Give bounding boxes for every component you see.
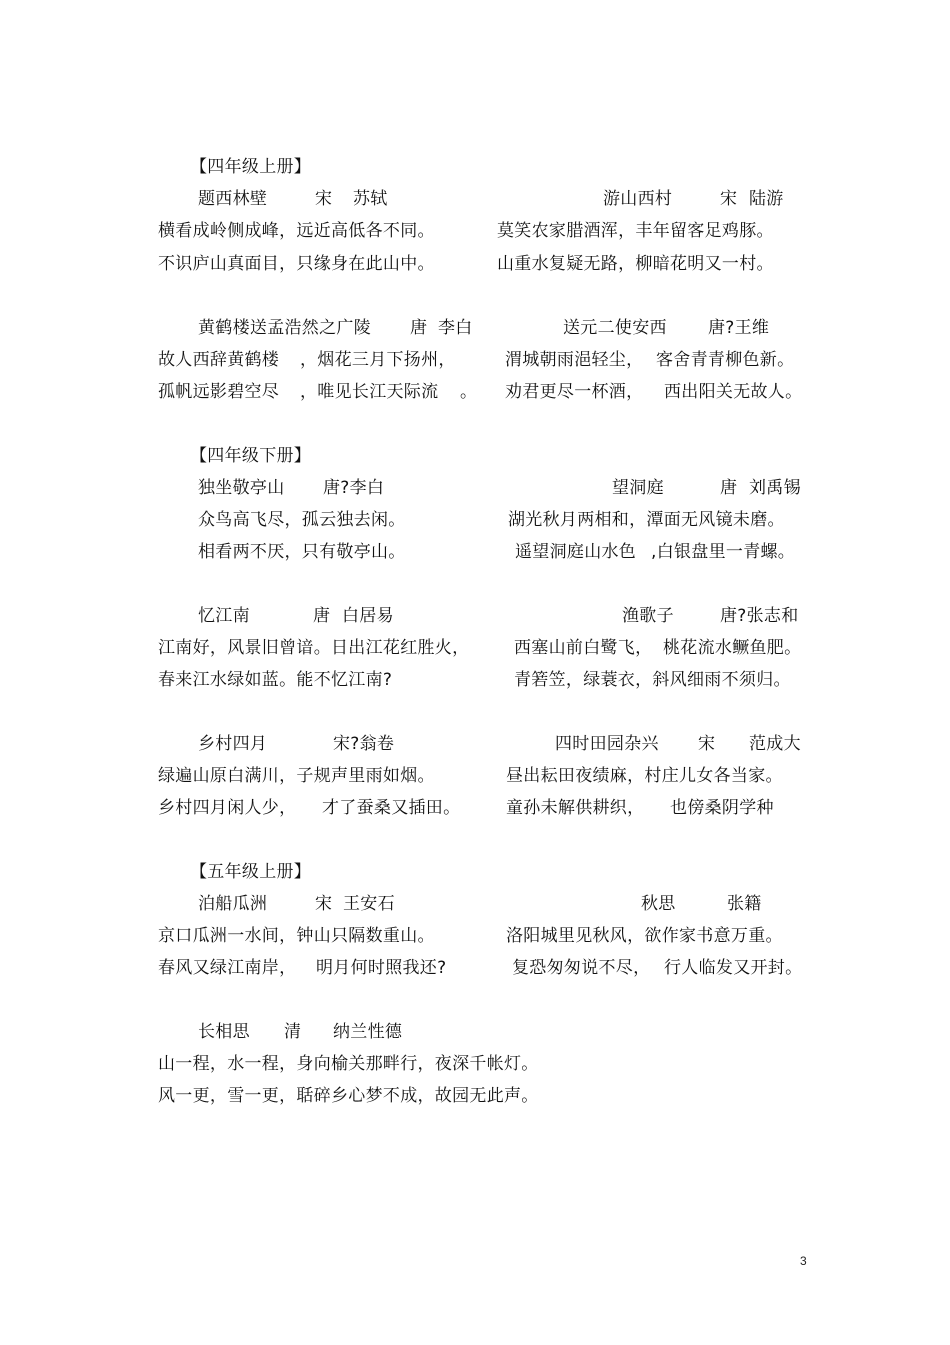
poem-line: 明月何时照我还?	[316, 958, 447, 978]
poem-title: 黄鹤楼送孟浩然之广陵	[198, 318, 371, 338]
poem-line: 湖光秋月两相和，潭面无风镜未磨。	[508, 510, 785, 530]
poem-line: 也傍桑阴学种	[670, 798, 774, 818]
poem-line: 渭城朝雨浥轻尘，	[505, 350, 644, 370]
poem-line: 风一更，雪一更，聒碎乡心梦不成，故园无此声。	[158, 1086, 539, 1106]
poem-title: 泊船瓜洲	[198, 894, 268, 914]
poem-line: 遥望洞庭山水色	[515, 542, 637, 562]
poem-title: 望洞庭	[612, 478, 664, 498]
poem-title: 渔歌子	[622, 606, 674, 626]
poem-line: 春风又绿江南岸，	[158, 958, 297, 978]
poem-line: 孤帆远影碧空尽	[158, 382, 280, 402]
poem-title: 四时田园杂兴	[555, 734, 659, 754]
poem-line: ，烟花三月下扬州，	[300, 350, 456, 370]
poem-line: 不识庐山真面目，只缘身在此山中。	[158, 254, 435, 274]
poem-line: 乡村四月闲人少，	[158, 798, 297, 818]
poem-title: 忆江南	[198, 606, 250, 626]
poem-line: 春来江水绿如蓝。能不忆江南?	[158, 670, 393, 690]
poem-line: 桃花流水鳜鱼肥。	[663, 638, 802, 658]
poem-line: 相看两不厌，只有敬亭山。	[198, 542, 406, 562]
poem-line: 。	[460, 382, 478, 402]
poem-line: 山重水复疑无路，柳暗花明又一村。	[497, 254, 774, 274]
poem-author: 白居易	[342, 606, 394, 626]
poem-title: 游山西村	[603, 189, 673, 209]
poem-line: 京口瓜洲一水间，钟山只隔数重山。	[158, 926, 435, 946]
poem-line: 故人西辞黄鹤楼	[158, 350, 280, 370]
poem-title: 题西林壁	[198, 189, 268, 209]
page-number: 3	[800, 1254, 807, 1268]
poem-line: ,白银盘里一青螺。	[651, 542, 796, 562]
poem-author: 苏轼	[353, 189, 388, 209]
poem-author: 纳兰性德	[333, 1022, 403, 1042]
poem-line: 江南好，风景旧曾谙。日出江花红胜火，	[158, 638, 470, 658]
poem-line: 绿遍山原白满川，子规声里雨如烟。	[158, 766, 435, 786]
poem-attribution: 唐?王维	[708, 318, 770, 338]
poem-line: 行人临发又开封。	[664, 958, 803, 978]
poem-line: 劝君更尽一杯酒，	[505, 382, 644, 402]
poem-dynasty: 清	[284, 1022, 302, 1042]
poem-author: 王安石	[343, 894, 395, 914]
poem-author: 刘禹锡	[749, 478, 801, 498]
poem-author: 范成大	[749, 734, 801, 754]
poem-dynasty: 宋	[315, 894, 333, 914]
poem-attribution: 唐?李白	[323, 478, 385, 498]
poem-dynasty: 唐	[410, 318, 428, 338]
poem-line: 客舍青青柳色新。	[656, 350, 795, 370]
poem-title: 独坐敬亭山	[198, 478, 285, 498]
poem-title: 秋思	[641, 894, 676, 914]
poem-author: 张籍	[727, 894, 762, 914]
poem-line: 莫笑农家腊酒浑，丰年留客足鸡豚。	[497, 221, 774, 241]
poem-line: 西出阳关无故人。	[664, 382, 803, 402]
poem-line: 复恐匆匆说不尽，	[512, 958, 651, 978]
poem-dynasty: 宋	[315, 189, 333, 209]
poem-line: 青箬笠，绿蓑衣，斜风细雨不须归。	[514, 670, 791, 690]
poem-line: 西塞山前白鹭飞，	[514, 638, 653, 658]
poem-dynasty: 宋	[698, 734, 716, 754]
poem-attribution: 唐?张志和	[720, 606, 799, 626]
poem-title: 长相思	[198, 1022, 250, 1042]
poem-attribution: 宋?翁卷	[333, 734, 395, 754]
poem-line: 才了蚕桑又插田。	[322, 798, 461, 818]
poem-dynasty: 宋	[720, 189, 738, 209]
poem-line: 洛阳城里见秋风，欲作家书意万重。	[506, 926, 783, 946]
poem-author: 陆游	[749, 189, 784, 209]
poem-line: 横看成岭侧成峰，远近高低各不同。	[158, 221, 435, 241]
poem-line: 昼出耘田夜绩麻，村庄儿女各当家。	[506, 766, 783, 786]
poem-line: 众鸟高飞尽，孤云独去闲。	[198, 510, 406, 530]
poem-title: 送元二使安西	[563, 318, 667, 338]
section-header-grade5-upper: 【五年级上册】	[190, 862, 312, 882]
section-header-grade4-lower: 【四年级下册】	[190, 446, 312, 466]
section-header-grade4-upper: 【四年级上册】	[190, 157, 312, 177]
poem-author: 李白	[438, 318, 473, 338]
poem-dynasty: 唐	[720, 478, 738, 498]
poem-dynasty: 唐	[313, 606, 331, 626]
poem-line: 童孙未解供耕织，	[506, 798, 645, 818]
poem-line: 山一程，水一程，身向榆关那畔行，夜深千帐灯。	[158, 1054, 539, 1074]
poem-line: ，唯见长江天际流	[300, 382, 439, 402]
poem-title: 乡村四月	[198, 734, 268, 754]
